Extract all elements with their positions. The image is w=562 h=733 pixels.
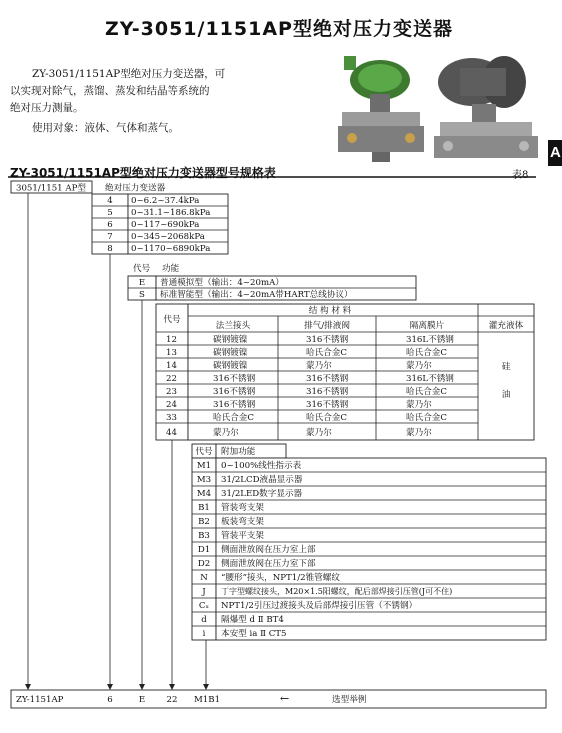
material-diaphragm: 316L不锈钢	[406, 374, 454, 384]
intro-usage: 使用对象：液体、气体和蒸气。	[32, 122, 179, 134]
example-range: 6	[107, 695, 113, 705]
range-table	[92, 194, 228, 254]
option-value: “腰形”接头，NPT1/2锥管螺纹	[221, 573, 340, 583]
function-code: E	[138, 278, 146, 288]
model-code: 3051/1151 AP型	[16, 183, 86, 194]
range-code: 5	[107, 208, 113, 218]
function-header-code: 代号	[133, 264, 151, 274]
function-code: S	[139, 290, 145, 300]
function-table	[128, 262, 416, 300]
option-code: J	[202, 587, 206, 597]
material-code: 13	[166, 348, 177, 358]
page-title: ZY-3051/1151AP型绝对压力变送器	[105, 18, 453, 40]
material-valve: 316不锈钢	[306, 387, 349, 397]
material-diaphragm: 哈氏合金C	[406, 413, 447, 423]
option-code: D2	[197, 559, 211, 569]
material-flange: 碳钢镀镍	[213, 361, 248, 371]
option-code: M3	[196, 475, 212, 485]
option-code: Cₓ	[198, 601, 210, 611]
option-value: NPT1/2引压过渡接头及后部焊接引压管（不锈钢）	[221, 601, 418, 611]
materials-table	[156, 304, 534, 440]
option-value: 31/2LCD液晶显示器	[221, 475, 303, 485]
table-title: ZY-3051/1151AP型绝对压力变送器型号规格表	[10, 166, 276, 180]
range-code: 6	[107, 220, 113, 230]
option-code: B2	[198, 517, 210, 527]
materials-header-valve: 排气/排液阀	[304, 321, 350, 331]
example-options: M1B1	[194, 695, 221, 705]
material-diaphragm: 蒙乃尔	[406, 428, 432, 438]
material-flange: 316不锈钢	[213, 387, 256, 397]
function-value: 普通模拟型（输出：4~20mA）	[160, 278, 284, 288]
range-value: 0~31.1~186.8kPa	[131, 208, 211, 218]
material-flange: 哈氏合金C	[213, 413, 254, 423]
material-diaphragm: 蒙乃尔	[406, 361, 432, 371]
option-value: 0~100%线性指示表	[221, 461, 302, 471]
material-code: 23	[166, 387, 177, 397]
fill-liquid-char-2: 油	[501, 390, 511, 400]
intro-line-2: 以实现对除气，蒸馏、蒸发和结晶等系统的	[10, 85, 210, 97]
options-header-code: 代号	[195, 447, 213, 457]
material-code: 22	[166, 374, 177, 384]
material-diaphragm: 哈氏合金C	[406, 387, 447, 397]
material-flange: 碳钢镀镍	[213, 348, 248, 358]
intro-line-3: 绝对压力测量。	[10, 102, 84, 114]
material-code: 24	[166, 400, 177, 410]
materials-header-flange: 法兰接头	[215, 321, 251, 331]
materials-header-group: 结 构 材 料	[308, 306, 352, 316]
option-value: 丁字型螺纹接头，M20×1.5阳螺纹，配后部焊接引压管(J可不住)	[221, 587, 453, 596]
range-value: 0~117~690kPa	[131, 220, 200, 230]
material-valve: 316不锈钢	[306, 374, 349, 384]
range-code: 7	[107, 232, 113, 242]
material-flange: 316不锈钢	[213, 400, 256, 410]
option-code: D1	[197, 545, 211, 555]
example-material: 22	[166, 695, 178, 705]
materials-header-code: 代号	[163, 315, 181, 325]
material-valve: 蒙乃尔	[306, 361, 332, 371]
table-number: 表8	[512, 170, 529, 181]
range-value: 0~1170~6890kPa	[131, 244, 211, 254]
material-diaphragm: 316L不锈钢	[406, 335, 454, 345]
section-tab: A	[548, 140, 562, 166]
material-flange: 蒙乃尔	[213, 428, 239, 438]
option-value: 隔爆型 d Ⅱ BT4	[221, 615, 284, 625]
function-value: 标准智能型（输出：4~20mA带HART总线协议）	[160, 290, 353, 300]
option-value: 板装弯支架	[221, 517, 264, 527]
material-code: 14	[166, 361, 177, 371]
material-valve: 蒙乃尔	[306, 428, 332, 438]
selection-guide-lines	[25, 193, 212, 690]
option-code: N	[200, 573, 208, 583]
material-diaphragm: 哈氏合金C	[406, 348, 447, 358]
option-value: 侧面泄放阀在压力室下部	[221, 559, 316, 569]
material-diaphragm: 蒙乃尔	[406, 400, 432, 410]
option-value: 管装平支架	[221, 531, 264, 541]
function-header-label: 功能	[162, 264, 180, 274]
material-flange: 316不锈钢	[213, 374, 256, 384]
example-function: E	[138, 695, 146, 705]
option-value: 管装弯支架	[221, 503, 264, 513]
material-valve: 哈氏合金C	[306, 413, 347, 423]
material-code: 12	[166, 335, 177, 345]
material-code: 44	[166, 428, 177, 438]
option-value: 侧面泄放阀在压力室上部	[221, 545, 316, 555]
option-code: B1	[198, 503, 210, 513]
option-value: 本安型 ia Ⅱ CT5	[221, 629, 287, 639]
materials-header-fill: 灌充液体	[488, 321, 524, 331]
option-code: B3	[198, 531, 210, 541]
option-code: i	[202, 629, 206, 639]
material-valve: 哈氏合金C	[306, 348, 347, 358]
example-model: ZY-1151AP	[16, 695, 64, 705]
material-valve: 316不锈钢	[306, 400, 349, 410]
material-valve: 316不锈钢	[306, 335, 349, 345]
options-header-label: 附加功能	[221, 447, 256, 457]
intro-line-1: ZY-3051/1151AP型绝对压力变送器，可	[32, 68, 226, 80]
selection-example	[11, 690, 546, 708]
materials-header-diaphragm: 隔离膜片	[409, 321, 445, 331]
material-flange: 碳钢镀镍	[213, 335, 248, 345]
model-desc: 绝对压力变送器	[105, 183, 166, 194]
range-code: 8	[107, 244, 113, 254]
range-value: 0~345~2068kPa	[131, 232, 205, 242]
example-label: 选型举例	[332, 695, 367, 705]
range-value: 0~6.2~37.4kPa	[131, 196, 200, 206]
option-code: d	[201, 615, 207, 625]
range-code: 4	[107, 196, 113, 206]
option-code: M4	[196, 489, 212, 499]
options-table	[192, 444, 546, 640]
option-code: M1	[196, 461, 212, 471]
example-arrow: ←	[280, 692, 290, 705]
material-code: 33	[166, 413, 177, 423]
fill-liquid-char-1: 硅	[501, 362, 511, 372]
option-value: 31/2LED数字显示器	[221, 489, 303, 499]
